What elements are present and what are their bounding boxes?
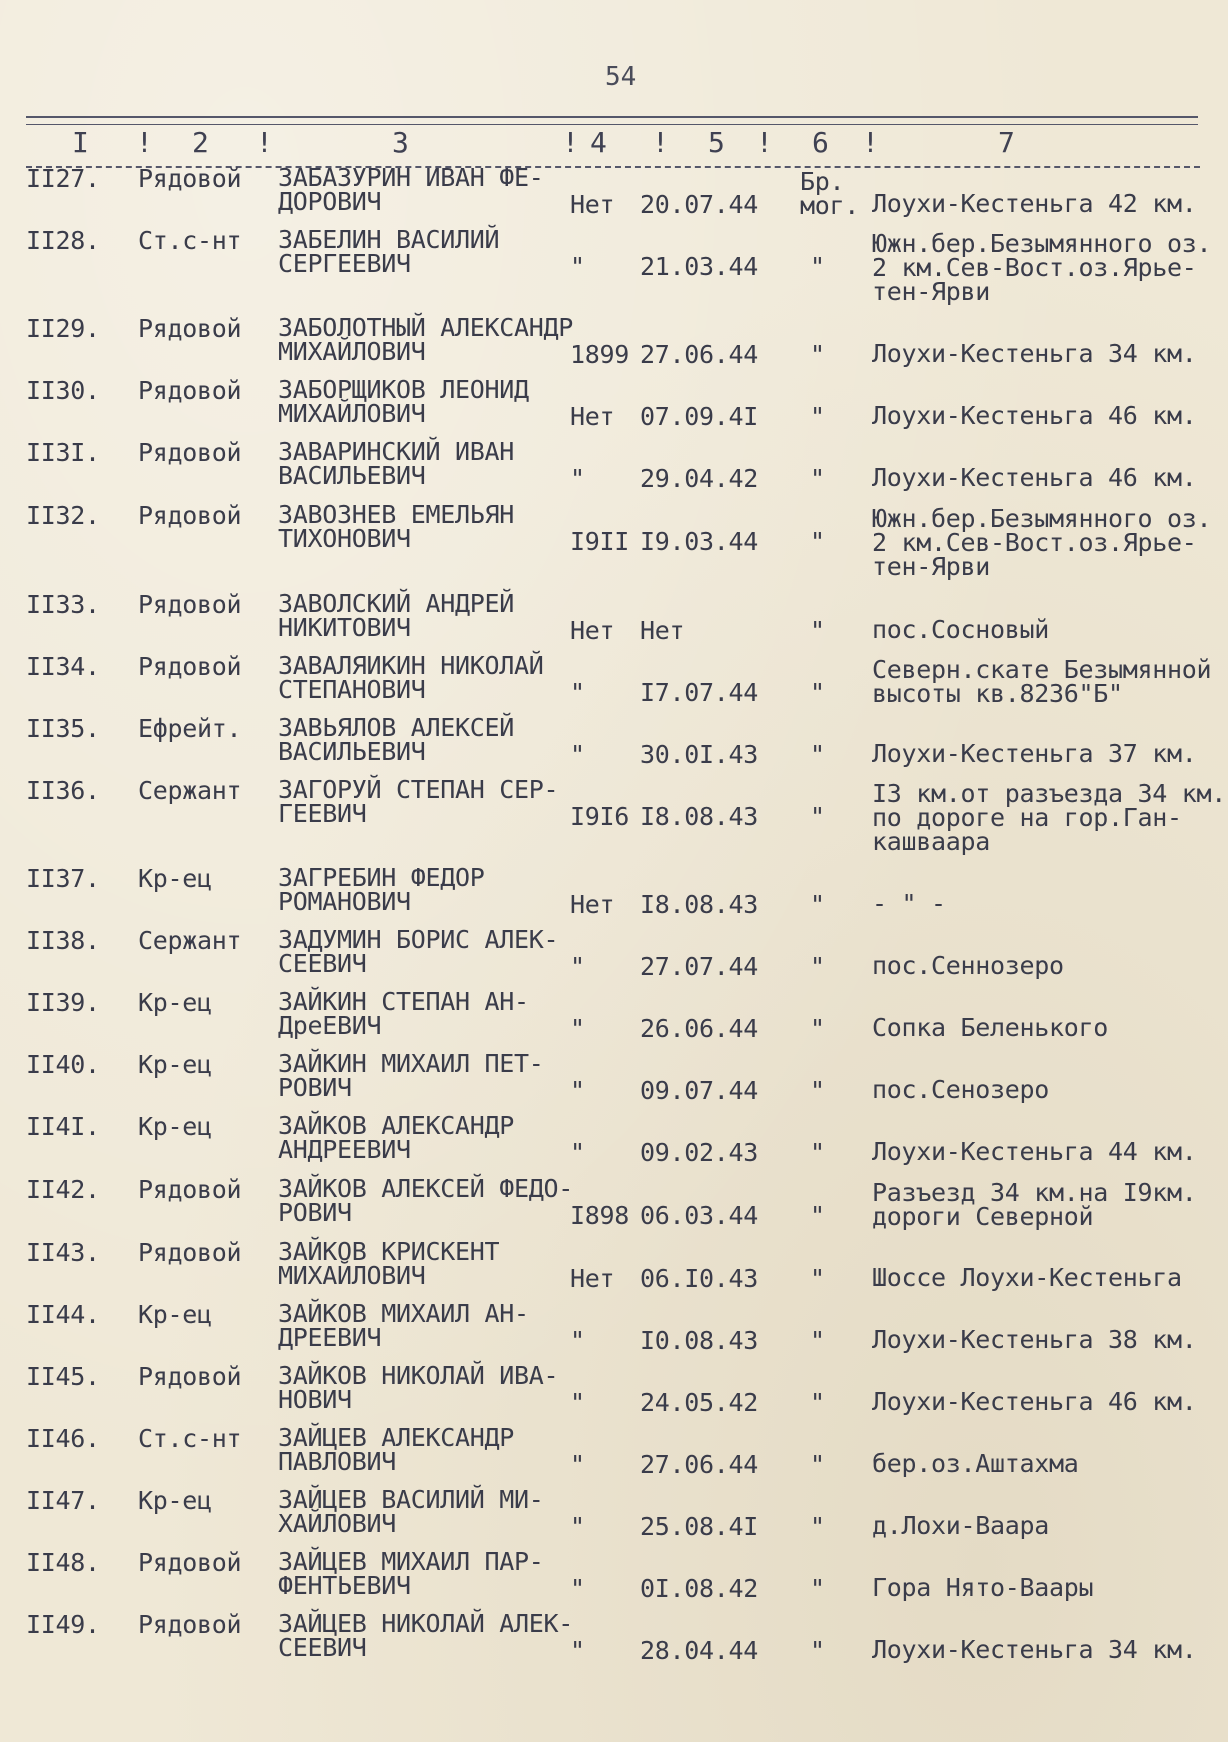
burial-type: ": [810, 252, 825, 281]
burial-place: Лоухи-Кестеньга 37 км.: [872, 739, 1197, 768]
record-number: II44.: [26, 1300, 100, 1329]
burial-place: Разъезд 34 км.на I9км. дороги Северной: [872, 1178, 1197, 1231]
table-row: [0, 1049, 1228, 1114]
birth-year: Нет: [570, 890, 615, 919]
record-number: II32.: [26, 501, 100, 530]
record-number: II33.: [26, 590, 100, 619]
death-date: I9.03.44: [640, 527, 759, 556]
burial-place: Лоухи-Кестеньга 46 км.: [872, 401, 1197, 430]
table-row: [0, 1361, 1228, 1426]
birth-year: Нет: [570, 616, 615, 645]
burial-type: ": [810, 1636, 825, 1665]
death-date: 30.0I.43: [640, 740, 759, 769]
table-row: [0, 313, 1228, 378]
table-row: [0, 651, 1228, 716]
record-number: II4I.: [26, 1112, 100, 1141]
record-number: II39.: [26, 988, 100, 1017]
military-rank: Рядовой: [138, 376, 242, 405]
burial-type: ": [810, 678, 825, 707]
military-rank: Кр-ец: [138, 1112, 212, 1141]
burial-place: Лоухи-Кестеньга 46 км.: [872, 1387, 1197, 1416]
table-row: [0, 1111, 1228, 1176]
col-separator: !: [136, 126, 153, 159]
burial-place: Лоухи-Кестеньга 44 км.: [872, 1137, 1197, 1166]
military-rank: Рядовой: [138, 1610, 242, 1639]
record-number: II37.: [26, 864, 100, 893]
burial-type: ": [810, 1512, 825, 1541]
military-rank: Рядовой: [138, 652, 242, 681]
record-number: II34.: [26, 652, 100, 681]
death-date: 07.09.4I: [640, 402, 759, 431]
full-name: ЗАЙКИН СТЕПАН АН- ДреЕВИЧ: [278, 987, 529, 1040]
birth-year: ": [570, 1014, 585, 1043]
birth-year: ": [570, 1138, 585, 1167]
birth-year: ": [570, 464, 585, 493]
full-name: ЗАБОРЩИКОВ ЛЕОНИД МИХАЙЛОВИЧ: [278, 375, 529, 428]
full-name: ЗАВОЛСКИЙ АНДРЕЙ НИКИТОВИЧ: [278, 589, 515, 642]
record-number: II38.: [26, 926, 100, 955]
death-date: 27.06.44: [640, 340, 759, 369]
full-name: ЗАЙЦЕВ ВАСИЛИЙ МИ- ХАЙЛОВИЧ: [278, 1485, 544, 1538]
burial-type: ": [810, 802, 825, 831]
birth-year: I9I6: [570, 802, 630, 831]
record-number: II43.: [26, 1238, 100, 1267]
table-row: [0, 713, 1228, 778]
burial-type: ": [810, 1138, 825, 1167]
burial-place: Шоссе Лоухи-Кестеньга: [872, 1263, 1182, 1292]
table-row: [0, 925, 1228, 990]
death-date: 20.07.44: [640, 190, 759, 219]
burial-type: ": [810, 1076, 825, 1105]
table-row: [0, 1547, 1228, 1612]
birth-year: I9II: [570, 527, 630, 556]
record-number: II45.: [26, 1362, 100, 1391]
military-rank: Рядовой: [138, 501, 242, 530]
military-rank: Ст.с-нт: [138, 1424, 242, 1453]
burial-place: пос.Сеннозеро: [872, 951, 1064, 980]
death-date: 24.05.42: [640, 1388, 759, 1417]
birth-year: I898: [570, 1201, 630, 1230]
birth-year: ": [570, 1636, 585, 1665]
birth-year: ": [570, 1574, 585, 1603]
burial-place: Южн.бер.Безымянного оз. 2 км.Сев-Вост.оз.Ярье- тен-Ярви: [872, 504, 1212, 581]
burial-type: ": [810, 340, 825, 369]
military-rank: Кр-ец: [138, 988, 212, 1017]
full-name: ЗАВАЛЯИКИН НИКОЛАЙ СТЕПАНОВИЧ: [278, 651, 544, 704]
burial-type: ": [810, 402, 825, 431]
table-row: [0, 1609, 1228, 1674]
military-rank: Рядовой: [138, 1175, 242, 1204]
burial-place: Лоухи-Кестеньга 46 км.: [872, 463, 1197, 492]
record-number: II30.: [26, 376, 100, 405]
birth-year: ": [570, 952, 585, 981]
table-row: [0, 1174, 1228, 1239]
military-rank: Рядовой: [138, 1238, 242, 1267]
death-date: 06.I0.43: [640, 1264, 759, 1293]
birth-year: Нет: [570, 1264, 615, 1293]
full-name: ЗАЙЦЕВ МИХАИЛ ПАР- ФЕНТЬЕВИЧ: [278, 1547, 544, 1600]
full-name: ЗАГОРУЙ СТЕПАН СЕР- ГЕЕВИЧ: [278, 775, 559, 828]
burial-type: ": [810, 890, 825, 919]
birth-year: Нет: [570, 402, 615, 431]
table-row: [0, 1423, 1228, 1488]
full-name: ЗАЙКОВ МИХАИЛ АН- ДРЕЕВИЧ: [278, 1299, 529, 1352]
burial-place: Гора Нято-Ваары: [872, 1573, 1094, 1602]
col-separator: !: [562, 126, 579, 159]
death-date: 0I.08.42: [640, 1574, 759, 1603]
record-number: II35.: [26, 714, 100, 743]
table-row: [0, 589, 1228, 654]
full-name: ЗАЙЦЕВ АЛЕКСАНДР ПАВЛОВИЧ: [278, 1423, 515, 1476]
burial-place: Северн.скате Безымянной высоты кв.8236"Б": [872, 655, 1212, 708]
death-date: 09.07.44: [640, 1076, 759, 1105]
birth-year: ": [570, 740, 585, 769]
header-rule-top-thin: [26, 124, 1198, 125]
military-rank: Рядовой: [138, 1548, 242, 1577]
burial-place: I3 км.от разъезда 34 км. по дороге на гор.Ган- кашваара: [872, 779, 1227, 856]
burial-place: Лоухи-Кестеньга 34 км.: [872, 339, 1197, 368]
birth-year: Нет: [570, 190, 615, 219]
birth-year: ": [570, 1512, 585, 1541]
birth-year: ": [570, 1450, 585, 1479]
col-header-3: 3: [392, 126, 409, 159]
death-date: I0.08.43: [640, 1326, 759, 1355]
table-row: [0, 163, 1228, 228]
record-number: II3I.: [26, 438, 100, 467]
military-rank: Сержант: [138, 776, 242, 805]
record-number: II27.: [26, 164, 100, 193]
birth-year: ": [570, 1388, 585, 1417]
col-separator: !: [756, 126, 773, 159]
full-name: ЗАГРЕБИН ФЕДОР РОМАНОВИЧ: [278, 863, 485, 916]
table-row: [0, 1485, 1228, 1550]
col-separator: !: [862, 126, 879, 159]
burial-place: д.Лохи-Ваара: [872, 1511, 1050, 1540]
record-number: II40.: [26, 1050, 100, 1079]
burial-type: ": [810, 952, 825, 981]
burial-place: бер.оз.Аштахма: [872, 1449, 1079, 1478]
military-rank: Рядовой: [138, 590, 242, 619]
birth-year: ": [570, 1076, 585, 1105]
table-row: [0, 500, 1228, 581]
burial-place: Южн.бер.Безымянного оз. 2 км.Сев-Вост.оз.Ярье- тен-Ярви: [872, 229, 1212, 306]
birth-year: ": [570, 678, 585, 707]
col-separator: !: [256, 126, 273, 159]
burial-place: Лоухи-Кестеньга 38 км.: [872, 1325, 1197, 1354]
burial-type: ": [810, 1014, 825, 1043]
full-name: ЗАВОЗНЕВ ЕМЕЛЬЯН ТИХОНОВИЧ: [278, 500, 515, 553]
death-date: 29.04.42: [640, 464, 759, 493]
record-number: II47.: [26, 1486, 100, 1515]
death-date: I8.08.43: [640, 802, 759, 831]
birth-year: ": [570, 252, 585, 281]
military-rank: Рядовой: [138, 164, 242, 193]
military-rank: Сержант: [138, 926, 242, 955]
burial-type: ": [810, 464, 825, 493]
full-name: ЗАВЬЯЛОВ АЛЕКСЕЙ ВАСИЛЬЕВИЧ: [278, 713, 515, 766]
military-rank: Ефрейт.: [138, 714, 242, 743]
full-name: ЗАДУМИН БОРИС АЛЕК- СЕЕВИЧ: [278, 925, 559, 978]
military-rank: Рядовой: [138, 1362, 242, 1391]
table-row: [0, 863, 1228, 928]
full-name: ЗАЙКОВ НИКОЛАЙ ИВА- НОВИЧ: [278, 1361, 559, 1414]
full-name: ЗАЙЦЕВ НИКОЛАЙ АЛЕК- СЕЕВИЧ: [278, 1609, 574, 1662]
burial-type: ": [810, 740, 825, 769]
record-number: II29.: [26, 314, 100, 343]
col-separator: !: [652, 126, 669, 159]
full-name: ЗАБАЗУРИН ИВАН ФЕ- ДОРОВИЧ: [278, 163, 544, 216]
death-date: 27.07.44: [640, 952, 759, 981]
military-rank: Кр-ец: [138, 1050, 212, 1079]
birth-year: 1899: [570, 340, 630, 369]
military-rank: Рядовой: [138, 314, 242, 343]
burial-place: Лоухи-Кестеньга 42 км.: [872, 189, 1197, 218]
death-date: 21.03.44: [640, 252, 759, 281]
death-date: I7.07.44: [640, 678, 759, 707]
burial-place: Сопка Беленького: [872, 1013, 1109, 1042]
full-name: ЗАВАРИНСКИЙ ИВАН ВАСИЛЬЕВИЧ: [278, 437, 515, 490]
header-rule-top: [26, 116, 1198, 118]
military-rank: Кр-ец: [138, 864, 212, 893]
record-number: II46.: [26, 1424, 100, 1453]
burial-type: ": [810, 1388, 825, 1417]
col-header-1: I: [72, 126, 89, 159]
death-date: 25.08.4I: [640, 1512, 759, 1541]
table-row: [0, 987, 1228, 1052]
military-rank: Ст.с-нт: [138, 226, 242, 255]
full-name: ЗАБЕЛИН ВАСИЛИЙ СЕРГЕЕВИЧ: [278, 225, 500, 278]
burial-type: ": [810, 1264, 825, 1293]
burial-type: ": [810, 1574, 825, 1603]
col-header-7: 7: [998, 126, 1015, 159]
burial-place: пос.Сенозеро: [872, 1075, 1050, 1104]
table-row: [0, 1299, 1228, 1364]
death-date: I8.08.43: [640, 890, 759, 919]
burial-type: ": [810, 527, 825, 556]
death-date: 09.02.43: [640, 1138, 759, 1167]
burial-type: ": [810, 616, 825, 645]
table-row: [0, 225, 1228, 306]
col-header-6: 6: [812, 126, 829, 159]
burial-place: - " -: [872, 889, 946, 918]
full-name: ЗАЙКОВ АЛЕКСЕЙ ФЕДО- РОВИЧ: [278, 1174, 574, 1227]
table-row: [0, 775, 1228, 856]
military-rank: Рядовой: [138, 438, 242, 467]
burial-place: Лоухи-Кестеньга 34 км.: [872, 1635, 1197, 1664]
death-date: 28.04.44: [640, 1636, 759, 1665]
death-date: 06.03.44: [640, 1201, 759, 1230]
col-header-5: 5: [708, 126, 725, 159]
table-row: [0, 1237, 1228, 1302]
burial-type: ": [810, 1450, 825, 1479]
death-date: Нет: [640, 616, 685, 645]
death-date: 27.06.44: [640, 1450, 759, 1479]
military-rank: Кр-ец: [138, 1300, 212, 1329]
table-row: [0, 375, 1228, 440]
record-number: II48.: [26, 1548, 100, 1577]
full-name: ЗАБОЛОТНЫЙ АЛЕКСАНДР МИХАЙЛОВИЧ: [278, 313, 574, 366]
full-name: ЗАЙКОВ АЛЕКСАНДР АНДРЕЕВИЧ: [278, 1111, 515, 1164]
record-number: II42.: [26, 1175, 100, 1204]
burial-place: пос.Сосновый: [872, 615, 1050, 644]
col-header-4: 4: [590, 126, 607, 159]
full-name: ЗАЙКИН МИХАИЛ ПЕТ- РОВИЧ: [278, 1049, 544, 1102]
birth-year: ": [570, 1326, 585, 1355]
death-date: 26.06.44: [640, 1014, 759, 1043]
full-name: ЗАЙКОВ КРИСКЕНТ МИХАЙЛОВИЧ: [278, 1237, 500, 1290]
page-number: 54: [605, 62, 637, 92]
military-rank: Кр-ец: [138, 1486, 212, 1515]
record-number: II28.: [26, 226, 100, 255]
col-header-2: 2: [192, 126, 209, 159]
burial-type: ": [810, 1326, 825, 1355]
record-number: II49.: [26, 1610, 100, 1639]
burial-type: ": [810, 1201, 825, 1230]
burial-type: Бр. мог.: [800, 167, 860, 220]
table-row: [0, 437, 1228, 502]
record-number: II36.: [26, 776, 100, 805]
